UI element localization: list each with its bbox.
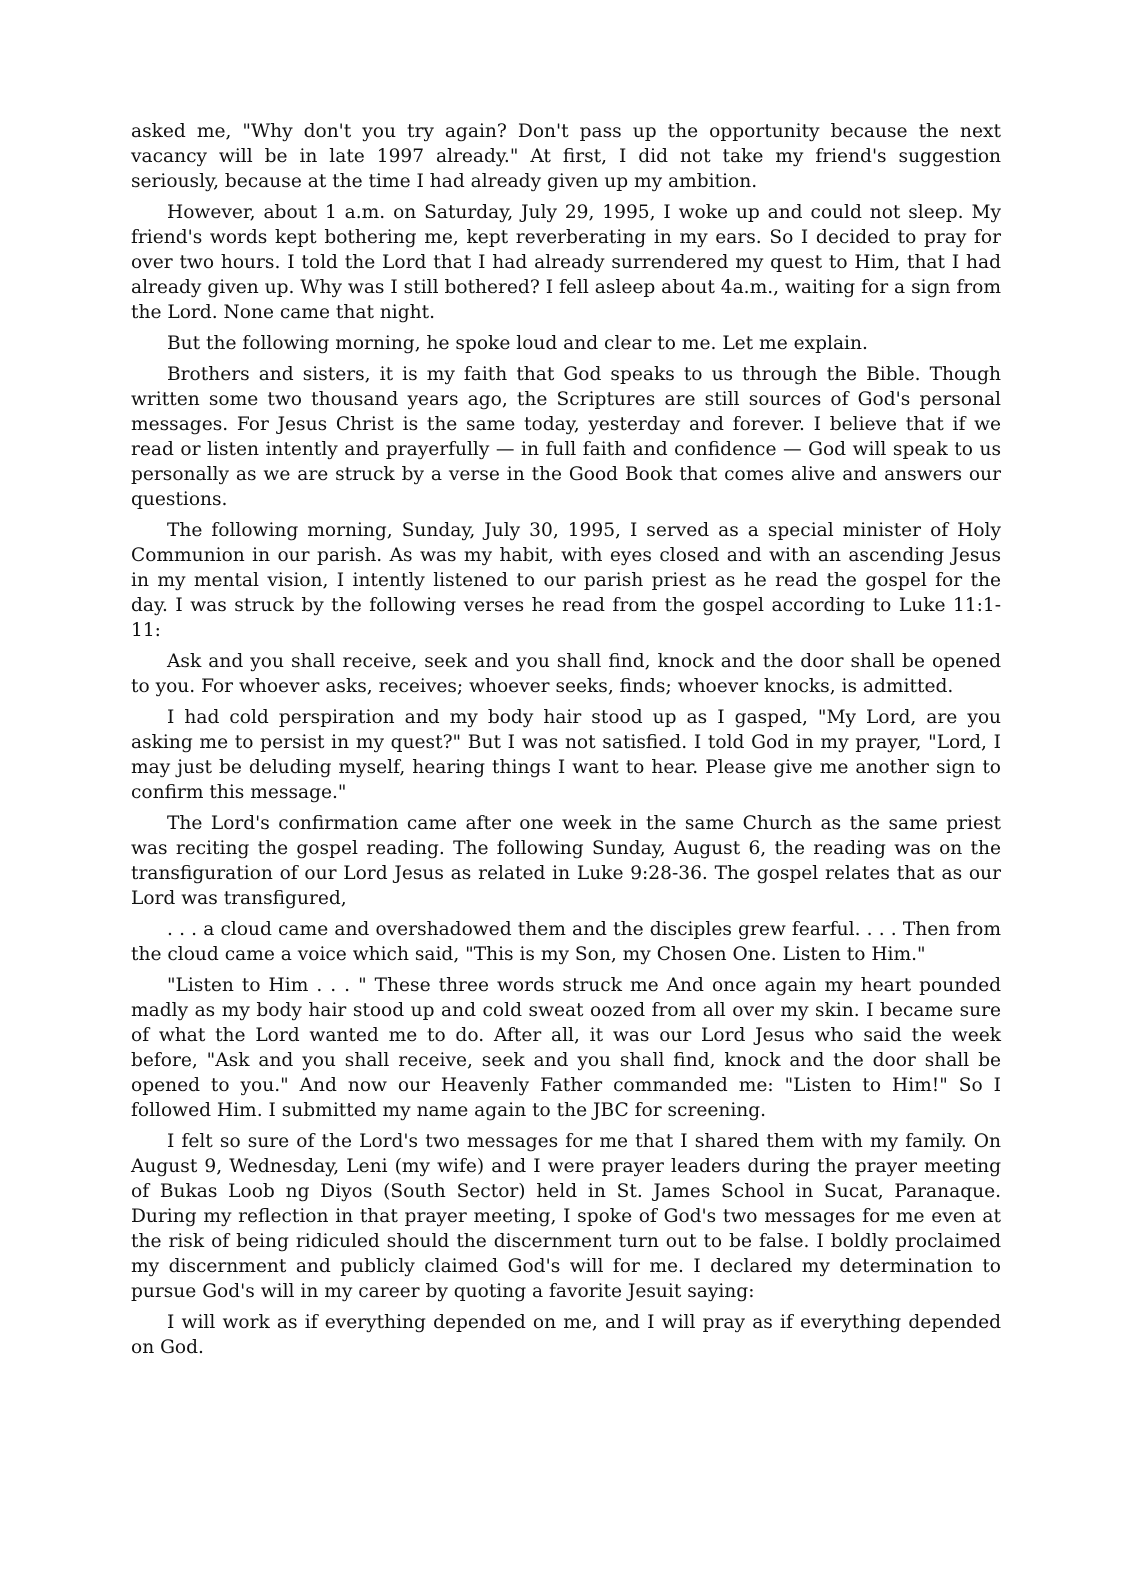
paragraph-2: However, about 1 a.m. on Saturday, July 29, 1995, I woke up and could not sleep. My friend's words kept bothering me, kept reverberating in my ears. So I decided to pray for over two hours. I told the Lord that I had already surrendered my quest to Him, that I had already given up. Why was I still bothered? I fell asleep about 4a.m., waiting for a sign from the Lord. None came that night.: [131, 202, 1001, 323]
paragraph-8: The Lord's confirmation came after one week in the same Church as the same priest was reciting the gospel reading. The following Sunday, August 6, the reading was on the transfiguration of our Lord Jesus as related in Luke 9:28-36. The gospel relates that as our Lord was transfigured,: [131, 813, 1001, 909]
paragraph-10: "Listen to Him . . . " These three words struck me And once again my heart pounded madly as my body hair stood up and cold sweat oozed from all over my skin. I became sure of what the Lord wanted me to do. After all, it was our Lord Jesus who said the week before, "Ask and you shall receive, seek and you shall find, knock and the door shall be opened to you." And now our Heavenly Father commanded me: "Listen to Him!" So I followed Him. I submitted my name again to the JBC for screening.: [131, 975, 1001, 1121]
paragraph-1: asked me, "Why don't you try again? Don't pass up the opportunity because the next vacancy will be in late 1997 already." At first, I did not take my friend's suggestion seriously, because at the time I had already given up my ambition.: [131, 121, 1001, 192]
paragraph-5: The following morning, Sunday, July 30, 1995, I served as a special minister of Holy Communion in our parish. As was my habit, with eyes closed and with an ascending Jesus in my mental vision, I intently listened to our parish priest as he read the gospel for the day. I was struck by the following verses he read from the gospel according to Luke 11:1-11:: [131, 520, 1001, 641]
scripture-quote-luke-11: Ask and you shall receive, seek and you shall find, knock and the door shall be opened to you. For whoever asks, receives; whoever seeks, finds; whoever knocks, is admitted.: [131, 651, 1001, 697]
paragraph-11: I felt so sure of the Lord's two messages for me that I shared them with my family. On August 9, Wednesday, Leni (my wife) and I were prayer leaders during the prayer meeting of Bukas Loob ng Diyos (South Sector) held in St. James School in Sucat, Paranaque. During my reflection in that prayer meeting, I spoke of God's two messages for me even at the risk of being ridiculed should the discernment turn out to be false. I boldly proclaimed my discernment and publicly claimed God's will for me. I declared my determination to pursue God's will in my career by quoting a favorite Jesuit saying:: [131, 1131, 1001, 1302]
jesuit-saying-quote: I will work as if everything depended on me, and I will pray as if everything depended on God.: [131, 1312, 1001, 1358]
document-page: [131, 119, 1001, 1366]
paragraph-4: Brothers and sisters, it is my faith that God speaks to us through the Bible. Though written some two thousand years ago, the Scriptures are still sources of God's personal messages. For Jesus Christ is the same today, yesterday and forever. I believe that if we read or listen intently and prayerfully — in full faith and confidence — God will speak to us personally as we are struck by a verse in the Good Book that comes alive and answers our questions.: [131, 364, 1001, 510]
paragraph-7: I had cold perspiration and my body hair stood up as I gasped, "My Lord, are you asking me to persist in my quest?" But I was not satisfied. I told God in my prayer, "Lord, I may just be deluding myself, hearing things I want to hear. Please give me another sign to confirm this message.": [131, 707, 1001, 803]
scripture-quote-luke-9: . . . a cloud came and overshadowed them and the disciples grew fearful. . . . Then from the cloud came a voice which said, "This is my Son, my Chosen One. Listen to Him.": [131, 919, 1001, 965]
paragraph-3: But the following morning, he spoke loud and clear to me. Let me explain.: [167, 333, 868, 354]
